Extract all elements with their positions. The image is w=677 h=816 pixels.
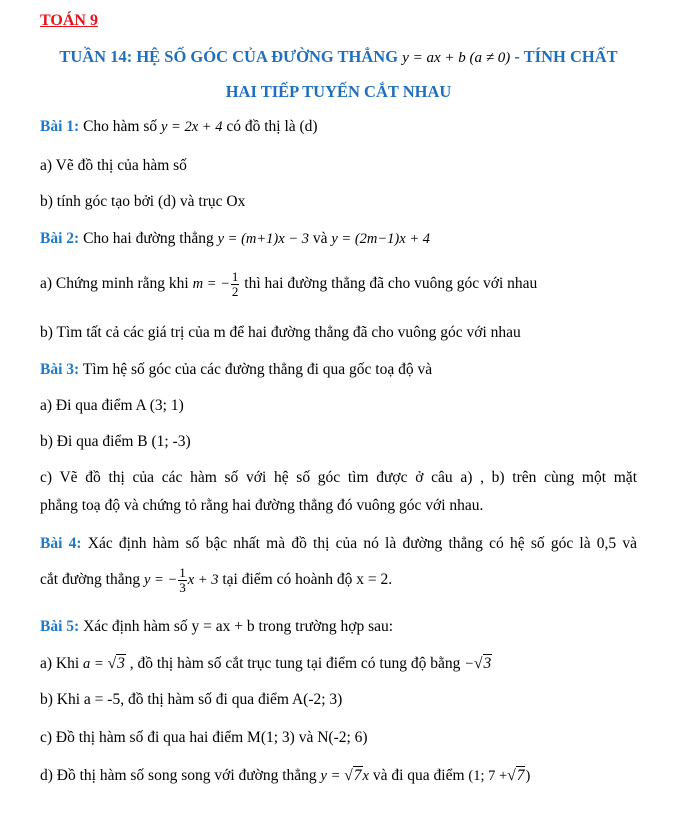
text: tại điểm có hoành độ x = 2. (222, 571, 393, 589)
exercise-5-item-d (40, 767, 530, 785)
text: a) Chứng minh rằng khi (40, 275, 189, 293)
text: Xác định hàm số bậc nhất mà đồ thị của nó là đường thẳng có hệ số góc là 0,5 và (87, 535, 638, 552)
exercise-2-item-b: b) Tìm tất cả các giá trị của m để hai đường thẳng đã cho vuông góc với nhau (40, 324, 521, 341)
exercise-5-item-b: b) Khi a = -5, đồ thị hàm số đi qua điểm A(-2; 3) (40, 691, 343, 708)
formula: y = (m+1)x − 3 (217, 231, 309, 247)
text: có đồ thị là (d) (226, 118, 318, 135)
text: Cho hai đường thẳng (83, 230, 214, 247)
exercise-3-intro (40, 361, 432, 379)
exercise-5-item-c: c) Đồ thị hàm số đi qua hai điểm M(1; 3) và N(-2; 6) (40, 729, 368, 746)
formula: x (362, 768, 369, 784)
text: Cho hàm số (83, 118, 158, 135)
numerator: 1 (179, 565, 186, 580)
formula: m = − (192, 276, 230, 293)
point: (1; 7 + (468, 768, 508, 784)
square-root: √7 (344, 767, 362, 784)
square-root: √3 (107, 655, 125, 672)
exercise-3-item-a: a) Đi qua điểm A (3; 1) (40, 397, 184, 414)
formula: y = − (143, 572, 178, 589)
square-root: √3 (474, 655, 492, 672)
text: cắt đường thẳng (40, 571, 141, 589)
heading-formula: y = ax + b (a ≠ 0) (402, 50, 511, 66)
radicand: 3 (117, 655, 125, 672)
exercise-label: Bài 3: (40, 361, 80, 378)
exercise-label: Bài 2: (40, 230, 80, 247)
numerator: 1 (231, 269, 239, 284)
square-root: √7 (507, 767, 525, 784)
fraction (231, 270, 240, 299)
text: thì hai đường thẳng đã cho vuông góc với nhau (244, 275, 538, 293)
text: , đồ thị hàm số cắt trục tung tại điểm có tung độ bằng (129, 655, 461, 672)
denominator: 3 (179, 580, 186, 595)
exercise-1-intro (40, 118, 318, 136)
exercise-4-item (40, 566, 392, 595)
exercise-3-item-b: b) Đi qua điểm B (1; -3) (40, 433, 191, 450)
text: d) Đồ thị hàm số song song với đường thẳng (40, 767, 317, 784)
text: Tìm hệ số góc của các đường thẳng đi qua gốc toạ độ và (82, 361, 433, 378)
formula: − (464, 656, 475, 672)
heading-prefix: TUẦN 14: HỆ SỐ GÓC CỦA ĐƯỜNG THẲNG (59, 47, 399, 66)
text: Xác định hàm số y = ax + b trong trường hợp sau: (83, 618, 394, 635)
heading-suffix: - TÍNH CHẤT (514, 47, 618, 66)
radicand: 7 (516, 767, 525, 784)
formula: y = (2m−1)x + 4 (331, 231, 430, 247)
exercise-2-intro (40, 230, 430, 248)
exercise-label: Bài 1: (40, 118, 80, 135)
denominator: 2 (231, 284, 239, 299)
point: ) (525, 768, 531, 784)
exercise-1-item-a: a) Vẽ đồ thị của hàm số (40, 157, 187, 174)
exercise-label: Bài 4: (40, 535, 82, 552)
exercise-3-item-c: c) Vẽ đồ thị của các hàm số với hệ số góc tìm được ở câu a) , b) trên cùng một mặt (40, 469, 637, 486)
formula: y = 2x + 4 (161, 119, 223, 135)
text: a) Khi (40, 655, 80, 672)
fraction (178, 566, 187, 595)
lesson-heading-line2: HAI TIẾP TUYẾN CẮT NHAU (225, 82, 452, 101)
radicand: 3 (483, 655, 492, 672)
exercise-5-intro (40, 618, 393, 636)
radicand: 7 (353, 767, 362, 784)
text: và (312, 230, 328, 247)
subject-title: TOÁN 9 (40, 12, 98, 29)
lesson-heading-line1 (0, 47, 677, 67)
exercise-label: Bài 5: (40, 618, 80, 635)
text: và đi qua điểm (372, 767, 465, 784)
formula: x + 3 (187, 572, 219, 589)
exercise-5-item-a (40, 655, 492, 673)
exercise-4-intro (40, 535, 637, 553)
exercise-1-item-b: b) tính góc tạo bởi (d) và trục Ox (40, 193, 246, 210)
exercise-3-item-c-cont: phẳng toạ độ và chứng tỏ rằng hai đường thẳng đó vuông góc với nhau. (40, 497, 484, 514)
formula: y = (320, 768, 341, 784)
formula: a = (83, 656, 104, 672)
exercise-2-item-a (40, 270, 537, 299)
